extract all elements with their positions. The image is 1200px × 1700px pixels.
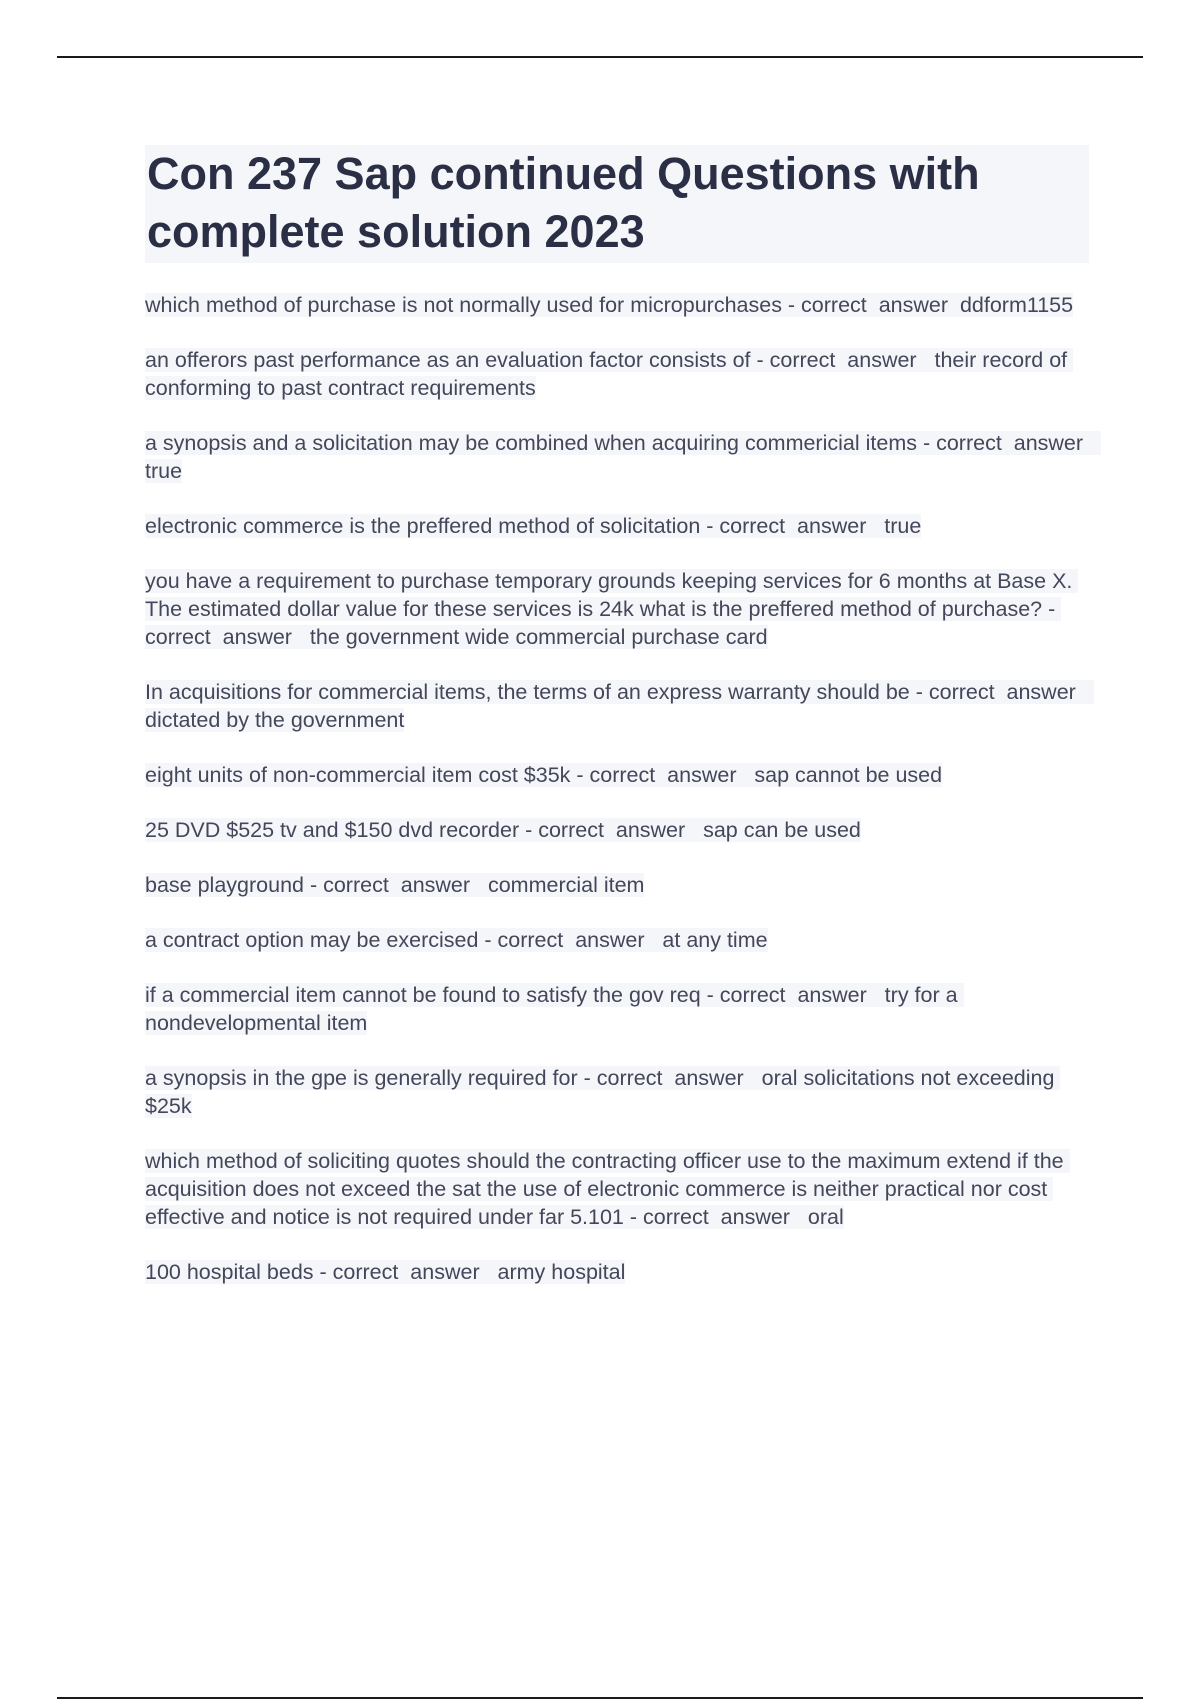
qa-text: electronic commerce is the preffered method of solicitation - correct answer true xyxy=(145,514,922,538)
qa-list xyxy=(145,291,1101,1286)
qa-text: 25 DVD $525 tv and $150 dvd recorder - correct answer sap can be used xyxy=(145,818,861,842)
qa-item xyxy=(145,291,1089,319)
qa-text: if a commercial item cannot be found to satisfy the gov req - correct answer try for a nondevelopmental item xyxy=(145,983,964,1035)
qa-text: a synopsis and a solicitation may be combined when acquiring commericial items - correct answer true xyxy=(145,431,1101,483)
top-rule xyxy=(57,56,1143,58)
qa-item xyxy=(145,1258,1089,1286)
qa-item xyxy=(145,816,1089,844)
qa-item xyxy=(145,678,1094,734)
bottom-rule xyxy=(57,1697,1143,1699)
qa-item xyxy=(145,567,1089,651)
qa-text: a contract option may be exercised - correct answer at any time xyxy=(145,928,768,952)
document-body xyxy=(145,145,1101,1313)
qa-item xyxy=(145,1064,1089,1120)
qa-item xyxy=(145,926,1089,954)
qa-text: base playground - correct answer commercial item xyxy=(145,873,645,897)
qa-item xyxy=(145,1147,1089,1231)
qa-text: an offerors past performance as an evaluation factor consists of - correct answer their record of conforming to past contract requirements xyxy=(145,348,1074,400)
qa-item xyxy=(145,429,1101,485)
qa-item xyxy=(145,981,1089,1037)
qa-text: which method of purchase is not normally used for micropurchases - correct answer ddform1155 xyxy=(145,293,1074,317)
page-title: Con 237 Sap continued Questions with complete solution 2023 xyxy=(145,145,1089,263)
qa-text: you have a requirement to purchase temporary grounds keeping services for 6 months at Base X. The estimated dollar value for these services is 24k what is the preffered method of purchase? - correct answer the government wide commercial purchase card xyxy=(145,569,1078,649)
qa-item xyxy=(145,761,1089,789)
qa-text: In acquisitions for commercial items, the terms of an express warranty should be - correct answer dictated by the government xyxy=(145,680,1094,732)
qa-item xyxy=(145,346,1089,402)
qa-text: 100 hospital beds - correct answer army hospital xyxy=(145,1260,626,1284)
qa-item xyxy=(145,512,1089,540)
qa-item xyxy=(145,871,1089,899)
qa-text: eight units of non-commercial item cost $35k - correct answer sap cannot be used xyxy=(145,763,943,787)
qa-text: which method of soliciting quotes should the contracting officer use to the maximum extend if the acquisition does not exceed the sat the use of electronic commerce is neither practical nor cost effective and notice is not required under far 5.101 - correct answer oral xyxy=(145,1149,1070,1229)
qa-text: a synopsis in the gpe is generally required for - correct answer oral solicitations not exceeding $25k xyxy=(145,1066,1061,1118)
